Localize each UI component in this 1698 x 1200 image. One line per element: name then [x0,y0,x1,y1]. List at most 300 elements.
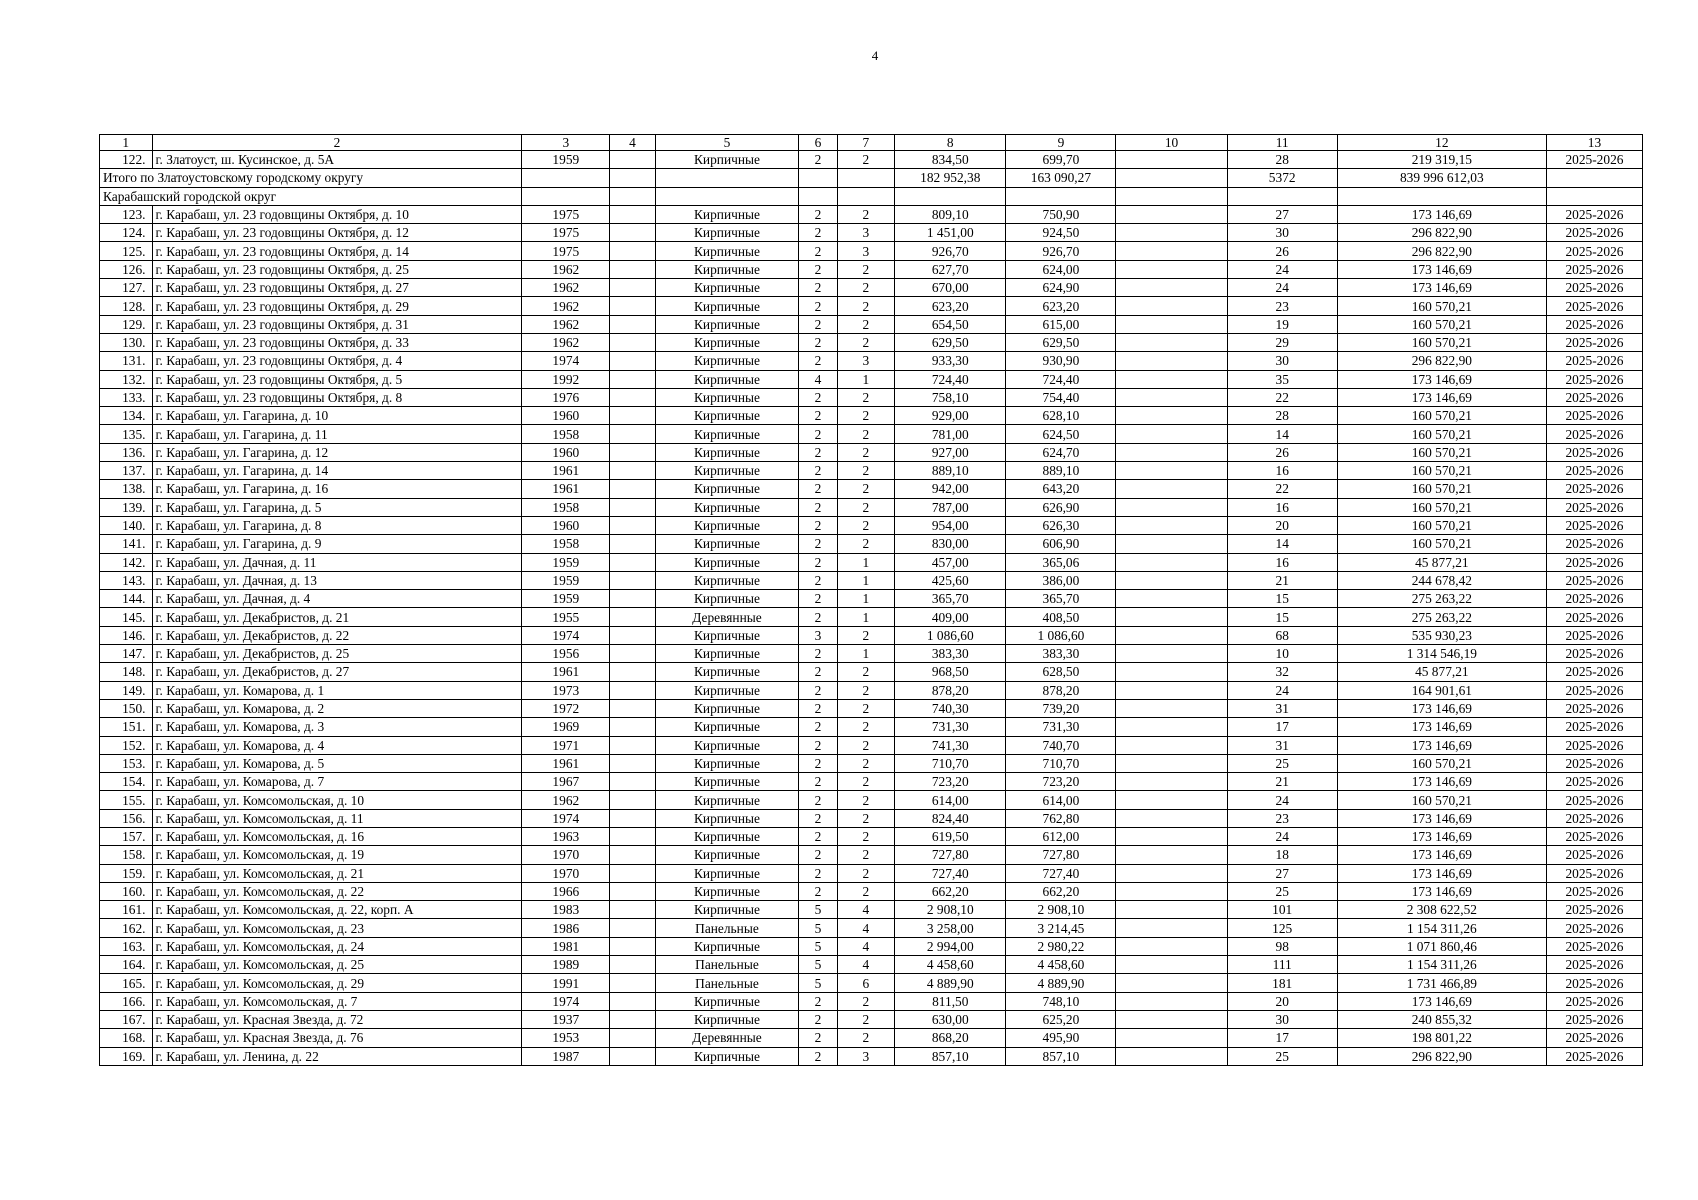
cell-floors: 2 [799,388,837,406]
cell-residential-area: 710,70 [1006,754,1116,772]
cell-col-4 [610,333,655,351]
table-row [100,242,1643,260]
cell-floors: 5 [799,937,837,955]
table-row [100,205,1643,223]
cell-row-number: 152. [100,736,153,754]
cell-row-number: 138. [100,480,153,498]
cell-address: г. Карабаш, ул. Гагарина, д. 5 [152,498,522,516]
cell-floors: 2 [799,516,837,534]
cell-floors: 2 [799,242,837,260]
table-row [100,809,1643,827]
cell-year-built: 1962 [522,297,610,315]
cell-entrances: 2 [837,827,895,845]
cell-floors: 2 [799,1029,837,1047]
cell-total-area: 670,00 [895,279,1006,297]
cell-address: г. Карабаш, ул. Комсомольская, д. 19 [152,846,522,864]
cell-total-area: 727,80 [895,846,1006,864]
cell-wall-material: Кирпичные [655,425,798,443]
cell-total-area: 740,30 [895,699,1006,717]
table-row [100,407,1643,425]
cell-cost: 2 308 622,52 [1337,901,1546,919]
cell-residential-area [1006,187,1116,205]
cell-col-10 [1116,754,1227,772]
cell-col-10 [1116,882,1227,900]
cell-wall-material: Кирпичные [655,809,798,827]
cell-col-10 [1116,864,1227,882]
cell-residents: 26 [1227,242,1337,260]
cell-total-area: 968,50 [895,663,1006,681]
table-row [100,754,1643,772]
cell-row-number: 158. [100,846,153,864]
cell-entrances: 3 [837,224,895,242]
cell-year-built: 1987 [522,1047,610,1065]
cell-floors: 2 [799,315,837,333]
cell-address: г. Карабаш, ул. Комсомольская, д. 29 [152,974,522,992]
cell-cost: 160 570,21 [1337,498,1546,516]
table-row [100,663,1643,681]
cell-col-10 [1116,937,1227,955]
cell-entrances: 3 [837,352,895,370]
cell-wall-material: Кирпичные [655,846,798,864]
table-row [100,827,1643,845]
cell-year-built: 1974 [522,809,610,827]
table-row [100,590,1643,608]
cell-wall-material: Кирпичные [655,462,798,480]
cell-total-area: 809,10 [895,205,1006,223]
cell-entrances: 2 [837,462,895,480]
cell-cost: 164 901,61 [1337,681,1546,699]
cell-period: 2025-2026 [1546,333,1642,351]
cell-period: 2025-2026 [1546,498,1642,516]
cell-wall-material: Кирпичные [655,791,798,809]
cell-year-built: 1981 [522,937,610,955]
cell-year-built: 1958 [522,498,610,516]
table-row [100,864,1643,882]
cell-row-number: 140. [100,516,153,534]
cell-row-number: 136. [100,443,153,461]
table-row [100,279,1643,297]
cell-cost: 160 570,21 [1337,535,1546,553]
table-row [100,681,1643,699]
cell-total-area: 929,00 [895,407,1006,425]
cell-wall-material: Кирпичные [655,260,798,278]
cell-col-10 [1116,498,1227,516]
cell-cost: 275 263,22 [1337,608,1546,626]
cell-residential-area: 1 086,60 [1006,626,1116,644]
cell-cost: 45 877,21 [1337,663,1546,681]
cell-cost: 173 146,69 [1337,718,1546,736]
cell-residents: 24 [1227,827,1337,845]
cell-col-10 [1116,370,1227,388]
cell-total-area: 2 994,00 [895,937,1006,955]
table-row [100,1010,1643,1028]
cell-col-4 [610,882,655,900]
cell-entrances: 2 [837,882,895,900]
cell-address: г. Карабаш, ул. Комсомольская, д. 22, корп. А [152,901,522,919]
cell-col-10 [1116,901,1227,919]
cell-period: 2025-2026 [1546,443,1642,461]
cell-col-4 [610,1010,655,1028]
cell-period: 2025-2026 [1546,352,1642,370]
cell-entrances: 1 [837,571,895,589]
cell-residents: 20 [1227,992,1337,1010]
cell-total-area: 942,00 [895,480,1006,498]
total-row [100,169,1643,187]
cell-row-number: 148. [100,663,153,681]
cell-residential-area: 754,40 [1006,388,1116,406]
cell-entrances: 2 [837,626,895,644]
cell-floors: 2 [799,992,837,1010]
cell-total-area: 457,00 [895,553,1006,571]
cell-residents: 30 [1227,224,1337,242]
cell-floors: 5 [799,919,837,937]
cell-col-4 [610,407,655,425]
cell-row-number: 130. [100,333,153,351]
cell-total-area: 824,40 [895,809,1006,827]
cell-cost: 160 570,21 [1337,425,1546,443]
cell-period: 2025-2026 [1546,937,1642,955]
cell-entrances: 1 [837,645,895,663]
cell-residents: 24 [1227,791,1337,809]
cell-total-area: 933,30 [895,352,1006,370]
cell-address: г. Карабаш, ул. Комарова, д. 5 [152,754,522,772]
cell-floors: 5 [799,974,837,992]
cell-floors: 5 [799,956,837,974]
cell-year-built: 1970 [522,846,610,864]
cell-residents: 21 [1227,571,1337,589]
cell-col-4 [610,827,655,845]
cell-entrances: 2 [837,754,895,772]
cell-address: г. Карабаш, ул. Ленина, д. 22 [152,1047,522,1065]
cell-col-4 [610,370,655,388]
cell-total-area: 878,20 [895,681,1006,699]
cell-floors: 2 [799,571,837,589]
cell-total-area: 868,20 [895,1029,1006,1047]
cell-row-number: 156. [100,809,153,827]
cell-entrances: 2 [837,718,895,736]
cell-floors: 5 [799,901,837,919]
cell-wall-material: Кирпичные [655,333,798,351]
cell-year-built: 1962 [522,333,610,351]
table-row [100,462,1643,480]
cell-entrances: 4 [837,937,895,955]
cell-col-4 [610,901,655,919]
cell-row-number: 163. [100,937,153,955]
cell-col-4 [610,681,655,699]
cell-row-number: 168. [100,1029,153,1047]
cell-address: г. Карабаш, ул. Гагарина, д. 12 [152,443,522,461]
cell-col-4 [610,846,655,864]
cell-cost: 535 930,23 [1337,626,1546,644]
cell-period: 2025-2026 [1546,864,1642,882]
cell-year-built: 1959 [522,151,610,169]
cell-year-built: 1963 [522,827,610,845]
cell-period: 2025-2026 [1546,297,1642,315]
cell-col-10 [1116,297,1227,315]
cell-residential-area: 495,90 [1006,1029,1116,1047]
cell-col-10 [1116,645,1227,663]
cell-col-4 [610,169,655,187]
cell-total-area: 629,50 [895,333,1006,351]
cell-residential-area: 408,50 [1006,608,1116,626]
cell-period: 2025-2026 [1546,773,1642,791]
cell-address: г. Карабаш, ул. Комсомольская, д. 10 [152,791,522,809]
cell-address: г. Карабаш, ул. Комарова, д. 4 [152,736,522,754]
cell-entrances: 2 [837,992,895,1010]
cell-residential-area: 624,90 [1006,279,1116,297]
cell-wall-material: Кирпичные [655,754,798,772]
cell-col-10 [1116,846,1227,864]
cell-address: г. Карабаш, ул. Комсомольская, д. 25 [152,956,522,974]
cell-address: г. Карабаш, ул. 23 годовщины Октября, д. 14 [152,242,522,260]
cell-entrances: 2 [837,260,895,278]
cell-floors: 2 [799,205,837,223]
cell-year-built: 1937 [522,1010,610,1028]
cell-col-10 [1116,827,1227,845]
cell-cost: 160 570,21 [1337,315,1546,333]
cell-col-10 [1116,187,1227,205]
cell-entrances: 2 [837,443,895,461]
column-number-header-row [100,135,1643,151]
cell-col-4 [610,535,655,553]
cell-period: 2025-2026 [1546,151,1642,169]
cell-period: 2025-2026 [1546,224,1642,242]
table-row [100,1029,1643,1047]
cell-total-area: 741,30 [895,736,1006,754]
cell-cost: 296 822,90 [1337,224,1546,242]
table-row [100,846,1643,864]
cell-floors: 2 [799,736,837,754]
cell-residential-area: 724,40 [1006,370,1116,388]
cell-residents: 30 [1227,1010,1337,1028]
cell-cost: 173 146,69 [1337,846,1546,864]
cell-col-4 [610,937,655,955]
cell-period: 2025-2026 [1546,754,1642,772]
cell-residents: 19 [1227,315,1337,333]
cell-entrances: 4 [837,919,895,937]
cell-residential-area: 926,70 [1006,242,1116,260]
cell-col-10 [1116,425,1227,443]
cell-floors [799,169,837,187]
cell-col-10 [1116,809,1227,827]
cell-year-built: 1973 [522,681,610,699]
cell-row-number: 129. [100,315,153,333]
cell-year-built: 1953 [522,1029,610,1047]
cell-row-number: 161. [100,901,153,919]
cell-col-4 [610,992,655,1010]
cell-row-number: 126. [100,260,153,278]
cell-residents: 15 [1227,590,1337,608]
cell-col-10 [1116,736,1227,754]
table-row [100,882,1643,900]
cell-entrances: 2 [837,809,895,827]
cell-address: г. Карабаш, ул. 23 годовщины Октября, д. 12 [152,224,522,242]
cell-entrances: 2 [837,736,895,754]
cell-row-number: 146. [100,626,153,644]
cell-col-4 [610,590,655,608]
cell-col-4 [610,663,655,681]
cell-period: 2025-2026 [1546,315,1642,333]
table-row [100,151,1643,169]
cell-wall-material: Панельные [655,956,798,974]
cell-floors: 2 [799,864,837,882]
cell-row-number: 159. [100,864,153,882]
cell-residents: 35 [1227,370,1337,388]
cell-period: 2025-2026 [1546,425,1642,443]
column-header-12: 12 [1337,135,1546,151]
cell-col-4 [610,956,655,974]
cell-row-number: 132. [100,370,153,388]
cell-cost: 173 146,69 [1337,992,1546,1010]
cell-residential-area: 626,90 [1006,498,1116,516]
cell-cost: 173 146,69 [1337,809,1546,827]
cell-total-area: 727,40 [895,864,1006,882]
cell-address: г. Карабаш, ул. Комарова, д. 1 [152,681,522,699]
cell-residents: 26 [1227,443,1337,461]
cell-row-number: 135. [100,425,153,443]
cell-period: 2025-2026 [1546,736,1642,754]
cell-period: 2025-2026 [1546,242,1642,260]
cell-row-number: 122. [100,151,153,169]
cell-year-built: 1956 [522,645,610,663]
cell-residential-area: 3 214,45 [1006,919,1116,937]
cell-address: г. Карабаш, ул. Гагарина, д. 11 [152,425,522,443]
cell-period: 2025-2026 [1546,827,1642,845]
cell-col-4 [610,919,655,937]
cell-total-area: 926,70 [895,242,1006,260]
cell-row-number: 157. [100,827,153,845]
table-row [100,791,1643,809]
cell-floors: 2 [799,535,837,553]
cell-residential-area: 626,30 [1006,516,1116,534]
cell-year-built: 1983 [522,901,610,919]
table-row [100,901,1643,919]
cell-cost: 45 877,21 [1337,553,1546,571]
column-header-11: 11 [1227,135,1337,151]
cell-wall-material: Кирпичные [655,937,798,955]
cell-col-10 [1116,169,1227,187]
cell-address: г. Карабаш, ул. Гагарина, д. 8 [152,516,522,534]
table-row [100,553,1643,571]
cell-residents: 23 [1227,297,1337,315]
cell-residential-area: 878,20 [1006,681,1116,699]
cell-row-number: 124. [100,224,153,242]
column-header-8: 8 [895,135,1006,151]
cell-period: 2025-2026 [1546,645,1642,663]
cell-floors: 2 [799,663,837,681]
cell-row-number: 134. [100,407,153,425]
cell-year-built: 1959 [522,553,610,571]
column-header-13: 13 [1546,135,1642,151]
cell-year-built: 1960 [522,407,610,425]
cell-year-built: 1966 [522,882,610,900]
cell-residential-area: 723,20 [1006,773,1116,791]
cell-residents: 32 [1227,663,1337,681]
cell-row-number: 127. [100,279,153,297]
cell-col-10 [1116,718,1227,736]
cell-floors: 2 [799,827,837,845]
table-row [100,919,1643,937]
cell-wall-material: Кирпичные [655,151,798,169]
cell-year-built: 1972 [522,699,610,717]
cell-col-4 [610,754,655,772]
cell-col-10 [1116,1029,1227,1047]
cell-floors: 2 [799,297,837,315]
cell-year-built: 1975 [522,242,610,260]
cell-residential-area: 612,00 [1006,827,1116,845]
cell-period: 2025-2026 [1546,279,1642,297]
cell-wall-material: Кирпичные [655,279,798,297]
cell-total-area: 811,50 [895,992,1006,1010]
cell-residential-area: 606,90 [1006,535,1116,553]
cell-col-4 [610,480,655,498]
cell-floors: 2 [799,443,837,461]
cell-col-10 [1116,553,1227,571]
cell-floors: 2 [799,791,837,809]
cell-cost [1337,187,1546,205]
cell-residential-area: 857,10 [1006,1047,1116,1065]
cell-row-number: 131. [100,352,153,370]
cell-wall-material: Кирпичные [655,571,798,589]
table-row [100,736,1643,754]
cell-floors: 2 [799,352,837,370]
cell-year-built: 1975 [522,224,610,242]
cell-col-10 [1116,260,1227,278]
table-row [100,224,1643,242]
table-row [100,1047,1643,1065]
cell-col-10 [1116,1047,1227,1065]
cell-address: г. Карабаш, ул. Декабристов, д. 25 [152,645,522,663]
cell-cost: 160 570,21 [1337,297,1546,315]
cell-cost: 160 570,21 [1337,754,1546,772]
cell-period: 2025-2026 [1546,1010,1642,1028]
cell-address: г. Карабаш, ул. Комсомольская, д. 11 [152,809,522,827]
cell-entrances: 2 [837,388,895,406]
cell-residential-area: 727,40 [1006,864,1116,882]
cell-residential-area: 4 458,60 [1006,956,1116,974]
cell-residential-area: 628,50 [1006,663,1116,681]
cell-year-built: 1960 [522,516,610,534]
cell-row-number: 155. [100,791,153,809]
cell-wall-material: Кирпичные [655,901,798,919]
cell-residential-area: 615,00 [1006,315,1116,333]
column-header-6: 6 [799,135,837,151]
cell-col-10 [1116,1010,1227,1028]
cell-wall-material: Кирпичные [655,535,798,553]
column-header-1: 1 [100,135,153,151]
cell-year-built: 1967 [522,773,610,791]
cell-residents: 28 [1227,151,1337,169]
cell-col-10 [1116,663,1227,681]
cell-floors: 4 [799,370,837,388]
cell-cost: 1 731 466,89 [1337,974,1546,992]
cell-year-built: 1959 [522,571,610,589]
cell-year-built: 1962 [522,315,610,333]
cell-residents: 10 [1227,645,1337,663]
cell-address: г. Карабаш, ул. Гагарина, д. 14 [152,462,522,480]
cell-wall-material: Кирпичные [655,224,798,242]
cell-col-10 [1116,773,1227,791]
cell-cost: 240 855,32 [1337,1010,1546,1028]
cell-floors [799,187,837,205]
column-header-4: 4 [610,135,655,151]
cell-residential-area: 731,30 [1006,718,1116,736]
cell-wall-material: Кирпичные [655,480,798,498]
cell-wall-material: Кирпичные [655,626,798,644]
cell-year-built: 1992 [522,370,610,388]
table-row [100,571,1643,589]
cell-address: г. Карабаш, ул. Комсомольская, д. 7 [152,992,522,1010]
